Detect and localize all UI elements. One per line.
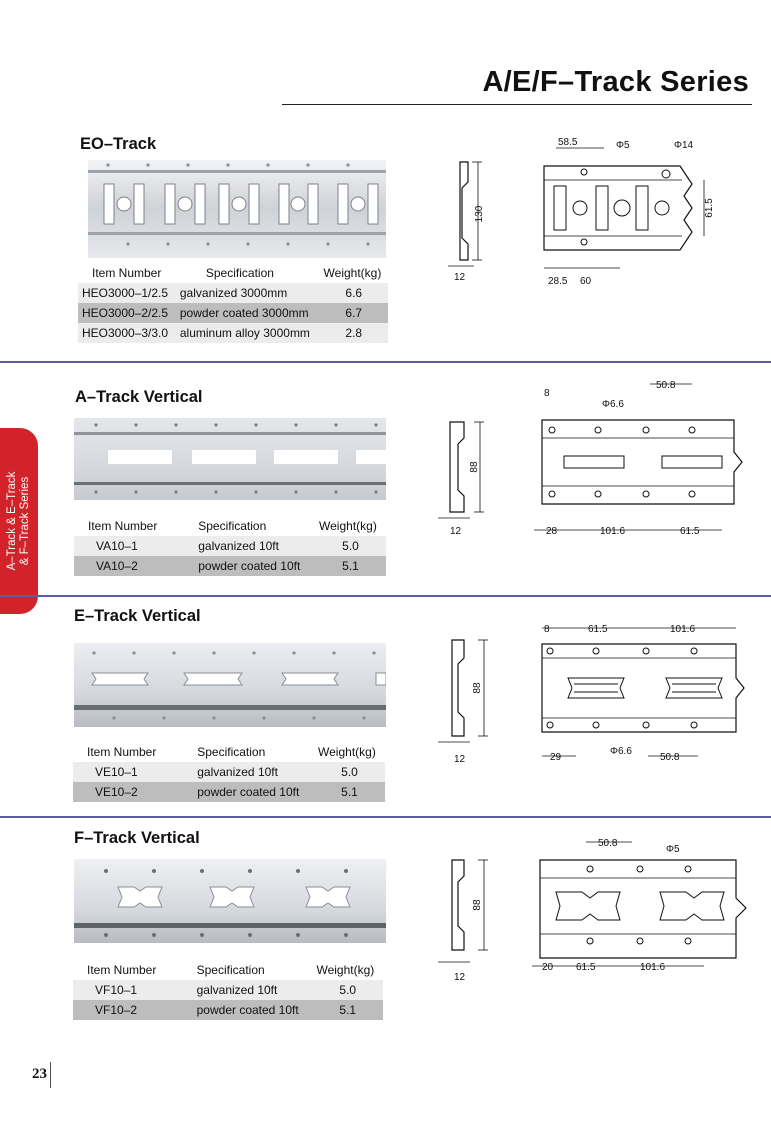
a-profile-height: 88 bbox=[469, 461, 480, 473]
table-row bbox=[73, 782, 385, 802]
eo-plan-dim-4: 61.5 bbox=[704, 198, 715, 218]
e-plan-dim-4: 29 bbox=[550, 752, 562, 763]
cell-item: VF10–1 bbox=[73, 980, 167, 1000]
e-plan-dim-1: 8 bbox=[544, 624, 550, 635]
cell-spec: aluminum alloy 3000mm bbox=[176, 323, 320, 343]
cell-spec: powder coated 10ft bbox=[168, 556, 315, 576]
cell-item: HEO3000–3/3.0 bbox=[78, 323, 176, 343]
f-profile-height: 88 bbox=[472, 899, 483, 911]
cell-item: VA10–1 bbox=[74, 536, 168, 556]
table-row bbox=[73, 1000, 383, 1020]
table-row bbox=[78, 323, 388, 343]
cell-spec: powder coated 10ft bbox=[167, 1000, 313, 1020]
section-separator bbox=[0, 816, 771, 818]
col-header-item: Item Number bbox=[92, 266, 162, 280]
cell-item: HEO3000–2/2.5 bbox=[78, 303, 176, 323]
a-plan-drawing bbox=[526, 372, 752, 542]
col-header-spec: Specification bbox=[197, 745, 266, 759]
section-title-e-track: E–Track Vertical bbox=[74, 607, 201, 625]
cell-item: VE10–1 bbox=[73, 762, 167, 782]
f-plan-dim-1: 50.8 bbox=[598, 838, 618, 849]
page-title: A/E/F–Track Series bbox=[482, 66, 749, 98]
f-plan-drawing bbox=[528, 830, 752, 976]
f-plan-dim-3: 20 bbox=[542, 962, 554, 973]
cell-spec: galvanized 10ft bbox=[167, 980, 313, 1000]
side-tab-label bbox=[6, 472, 32, 571]
table-header-row bbox=[78, 263, 388, 283]
eo-plan-dim-5: 28.5 bbox=[548, 276, 568, 287]
section-separator bbox=[0, 361, 771, 363]
table-header-row bbox=[73, 742, 385, 762]
cell-weight: 5.1 bbox=[312, 1000, 383, 1020]
eo-plan-dim-3: Φ14 bbox=[674, 140, 694, 151]
eo-plan-dim-6: 60 bbox=[580, 276, 592, 287]
cell-weight: 5.0 bbox=[314, 762, 385, 782]
col-header-item: Item Number bbox=[87, 963, 157, 977]
col-header-weight: Weight(kg) bbox=[319, 519, 377, 533]
eo-plan-dim-1: 58.5 bbox=[558, 137, 578, 148]
e-plan-drawing bbox=[528, 614, 752, 770]
eo-track-photo bbox=[88, 160, 386, 258]
spec-table-e-track bbox=[73, 742, 385, 802]
col-header-weight: Weight(kg) bbox=[316, 963, 375, 977]
table-row bbox=[74, 556, 386, 576]
page-number-divider bbox=[50, 1062, 51, 1088]
cell-item: HEO3000–1/2.5 bbox=[78, 283, 176, 303]
col-header-spec: Specification bbox=[205, 266, 274, 280]
a-track-photo bbox=[74, 418, 386, 500]
cell-weight: 6.6 bbox=[320, 283, 388, 303]
a-plan-dim-5: 101.6 bbox=[600, 526, 626, 537]
col-header-weight: Weight(kg) bbox=[318, 745, 376, 759]
cell-weight: 5.0 bbox=[312, 980, 383, 1000]
cell-item: VA10–2 bbox=[74, 556, 168, 576]
e-plan-dim-6: 50.8 bbox=[660, 752, 680, 763]
e-track-photo bbox=[74, 643, 386, 727]
cell-weight: 5.1 bbox=[314, 782, 385, 802]
a-plan-dim-4: 28 bbox=[546, 526, 558, 537]
cell-item: VE10–2 bbox=[73, 782, 167, 802]
a-plan-dim-6: 61.5 bbox=[680, 526, 700, 537]
eo-profile-drawing bbox=[438, 152, 498, 284]
e-plan-dim-5: Φ6.6 bbox=[610, 746, 632, 757]
f-profile-width: 12 bbox=[454, 972, 466, 983]
spec-table-eo-track bbox=[78, 263, 388, 343]
eo-plan-drawing bbox=[530, 134, 730, 290]
spec-table-f-track bbox=[73, 960, 383, 1020]
title-rule bbox=[282, 104, 752, 105]
table-row bbox=[73, 980, 383, 1000]
cell-spec: powder coated 3000mm bbox=[176, 303, 320, 323]
section-title-f-track: F–Track Vertical bbox=[74, 829, 200, 847]
col-header-item: Item Number bbox=[87, 745, 157, 759]
e-profile-width: 12 bbox=[454, 754, 466, 765]
a-profile-drawing bbox=[436, 412, 496, 542]
table-row bbox=[78, 283, 388, 303]
e-plan-dim-3: 101.6 bbox=[670, 624, 696, 635]
col-header-spec: Specification bbox=[196, 963, 265, 977]
table-header-row bbox=[74, 516, 386, 536]
table-row bbox=[78, 303, 388, 323]
cell-spec: galvanized 3000mm bbox=[176, 283, 320, 303]
eo-plan-dim-2: Φ5 bbox=[616, 140, 630, 151]
side-tab bbox=[0, 428, 38, 614]
e-profile-height: 88 bbox=[472, 682, 483, 694]
section-title-eo-track: EO–Track bbox=[80, 135, 157, 153]
table-header-row bbox=[73, 960, 383, 980]
cell-weight: 6.7 bbox=[320, 303, 388, 323]
side-tab-line-2: & F–Track Series bbox=[19, 476, 31, 566]
a-plan-dim-1: 8 bbox=[544, 388, 550, 399]
e-plan-dim-2: 61.5 bbox=[588, 624, 608, 635]
col-header-item: Item Number bbox=[88, 519, 158, 533]
f-plan-dim-5: 101.6 bbox=[640, 962, 666, 973]
page-number: 23 bbox=[32, 1066, 47, 1082]
cell-weight: 5.0 bbox=[315, 536, 386, 556]
a-plan-dim-3: 50.8 bbox=[656, 380, 676, 391]
cell-weight: 5.1 bbox=[315, 556, 386, 576]
cell-weight: 2.8 bbox=[320, 323, 388, 343]
cell-item: VF10–2 bbox=[73, 1000, 167, 1020]
spec-table-a-track bbox=[74, 516, 386, 576]
e-profile-drawing bbox=[436, 630, 496, 768]
f-plan-dim-4: 61.5 bbox=[576, 962, 596, 973]
a-plan-dim-2: Φ6.6 bbox=[602, 399, 624, 410]
col-header-weight: Weight(kg) bbox=[323, 266, 382, 280]
cell-spec: powder coated 10ft bbox=[167, 782, 314, 802]
f-profile-drawing bbox=[436, 850, 496, 986]
section-separator bbox=[0, 595, 771, 597]
col-header-spec: Specification bbox=[198, 519, 267, 533]
f-track-photo bbox=[74, 859, 386, 943]
a-profile-width: 12 bbox=[450, 526, 462, 537]
cell-spec: galvanized 10ft bbox=[167, 762, 314, 782]
eo-profile-height: 130 bbox=[474, 205, 485, 223]
table-row bbox=[73, 762, 385, 782]
eo-profile-width: 12 bbox=[454, 272, 466, 283]
f-plan-dim-2: Φ5 bbox=[666, 844, 680, 855]
side-tab-line-1: A–Track & E–Track bbox=[6, 471, 18, 571]
cell-spec: galvanized 10ft bbox=[168, 536, 315, 556]
section-title-a-track: A–Track Vertical bbox=[75, 388, 203, 406]
table-row bbox=[74, 536, 386, 556]
